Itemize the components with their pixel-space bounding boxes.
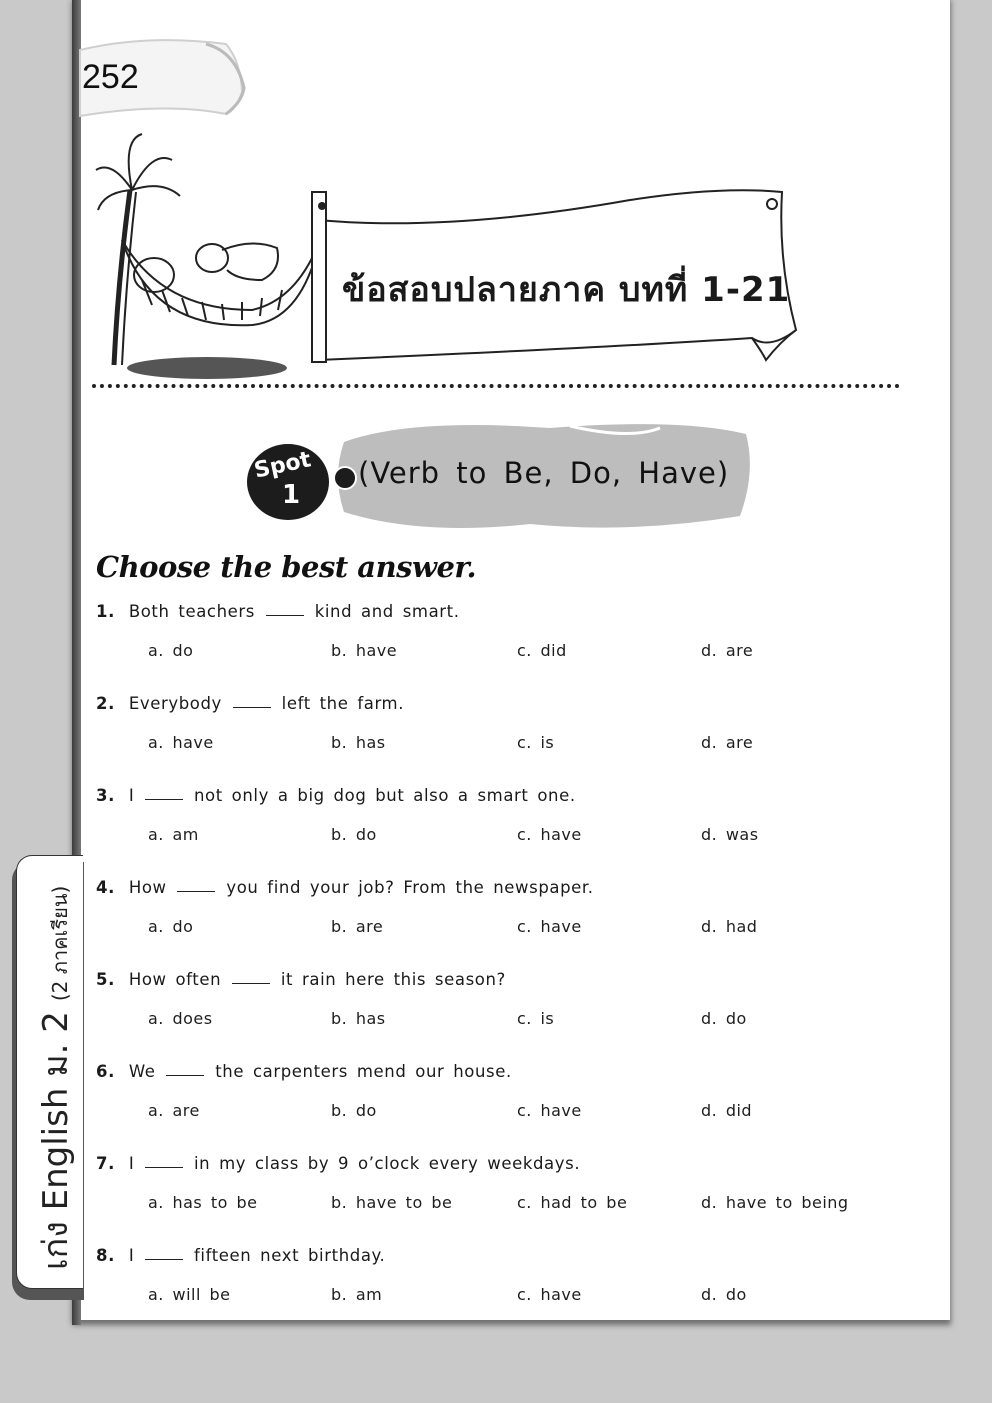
option-d[interactable]: d. have to being [701,1193,849,1212]
book-title: เก่ง English ม. 2 [36,1011,76,1270]
answer-blank [166,1065,204,1076]
question-number: 5. [96,970,115,989]
spot-connector-dot [333,466,357,490]
question-number: 2. [96,694,115,713]
option-d[interactable]: d. are [701,733,754,752]
option-d[interactable]: d. do [701,1009,747,1028]
question-3 [96,786,576,805]
question-2 [96,694,404,713]
palm-tree-hammock-illustration [92,130,332,385]
option-a[interactable]: a. do [148,641,194,660]
answer-blank [177,881,215,892]
option-b[interactable]: b. have to be [331,1193,453,1212]
question-text-after: in my class by 9 o’clock every weekdays. [194,1154,581,1173]
option-b[interactable]: b. am [331,1285,383,1304]
question-number: 6. [96,1062,115,1081]
spot-title: (Verb to Be, Do, Have) [358,456,730,490]
option-c[interactable]: c. have [517,1285,582,1304]
option-c[interactable]: c. have [517,825,582,844]
option-d[interactable]: d. had [701,917,758,936]
option-d[interactable]: d. did [701,1101,753,1120]
question-text-after: the carpenters mend our house. [215,1062,512,1081]
option-a[interactable]: a. do [148,917,194,936]
question-text-after: kind and smart. [314,602,460,621]
question-number: 7. [96,1154,115,1173]
answer-blank [145,789,183,800]
option-b[interactable]: b. have [331,641,398,660]
answer-blank [233,697,271,708]
option-a[interactable]: a. has to be [148,1193,258,1212]
answer-blank [266,605,304,616]
page-number: 252 [82,58,139,96]
option-b[interactable]: b. do [331,1101,377,1120]
question-text-after: left the farm. [281,694,405,713]
question-text-before: I [128,786,135,805]
option-a[interactable]: a. will be [148,1285,231,1304]
option-b[interactable]: b. do [331,825,377,844]
answer-blank [232,973,270,984]
option-c[interactable]: c. have [517,1101,582,1120]
question-text-before: I [128,1154,135,1173]
question-7 [96,1154,580,1173]
question-number: 8. [96,1246,115,1265]
side-tab-label [28,886,82,1270]
question-4 [96,878,594,897]
question-1 [96,602,460,621]
question-text-after: it rain here this season? [280,970,506,989]
option-d[interactable]: d. do [701,1285,747,1304]
page-title: ข้อสอบปลายภาค บทที่ 1-21 [342,270,791,310]
question-text-before: I [128,1246,135,1265]
answer-blank [145,1249,183,1260]
question-text-before: Everybody [128,694,222,713]
option-a[interactable]: a. are [148,1101,200,1120]
question-6 [96,1062,512,1081]
option-c[interactable]: c. is [517,1009,555,1028]
option-c[interactable]: c. did [517,641,567,660]
option-d[interactable]: d. are [701,641,754,660]
question-number: 3. [96,786,115,805]
question-text-before: We [128,1062,156,1081]
question-text-before: How [128,878,167,897]
spot-badge-word: Spot [252,447,314,484]
question-number: 4. [96,878,115,897]
spot-badge-number: 1 [282,480,301,510]
question-text-before: How often [128,970,222,989]
option-b[interactable]: b. has [331,1009,386,1028]
question-number: 1. [96,602,115,621]
option-c[interactable]: c. had to be [517,1193,628,1212]
answer-blank [145,1157,183,1168]
question-5 [96,970,506,989]
question-8 [96,1246,385,1265]
option-b[interactable]: b. are [331,917,384,936]
book-subtitle: (2 ภาคเรียน) [48,885,72,1002]
option-a[interactable]: a. have [148,733,214,752]
option-d[interactable]: d. was [701,825,759,844]
dotted-divider [92,384,900,388]
option-c[interactable]: c. have [517,917,582,936]
instruction-heading: Choose the best answer. [96,550,477,584]
question-text-after: fifteen next birthday. [194,1246,386,1265]
question-text-before: Both teachers [128,602,255,621]
option-a[interactable]: a. does [148,1009,213,1028]
question-text-after: you find your job? From the newspaper. [226,878,594,897]
option-c[interactable]: c. is [517,733,555,752]
question-text-after: not only a big dog but also a smart one. [194,786,576,805]
option-b[interactable]: b. has [331,733,386,752]
option-a[interactable]: a. am [148,825,199,844]
